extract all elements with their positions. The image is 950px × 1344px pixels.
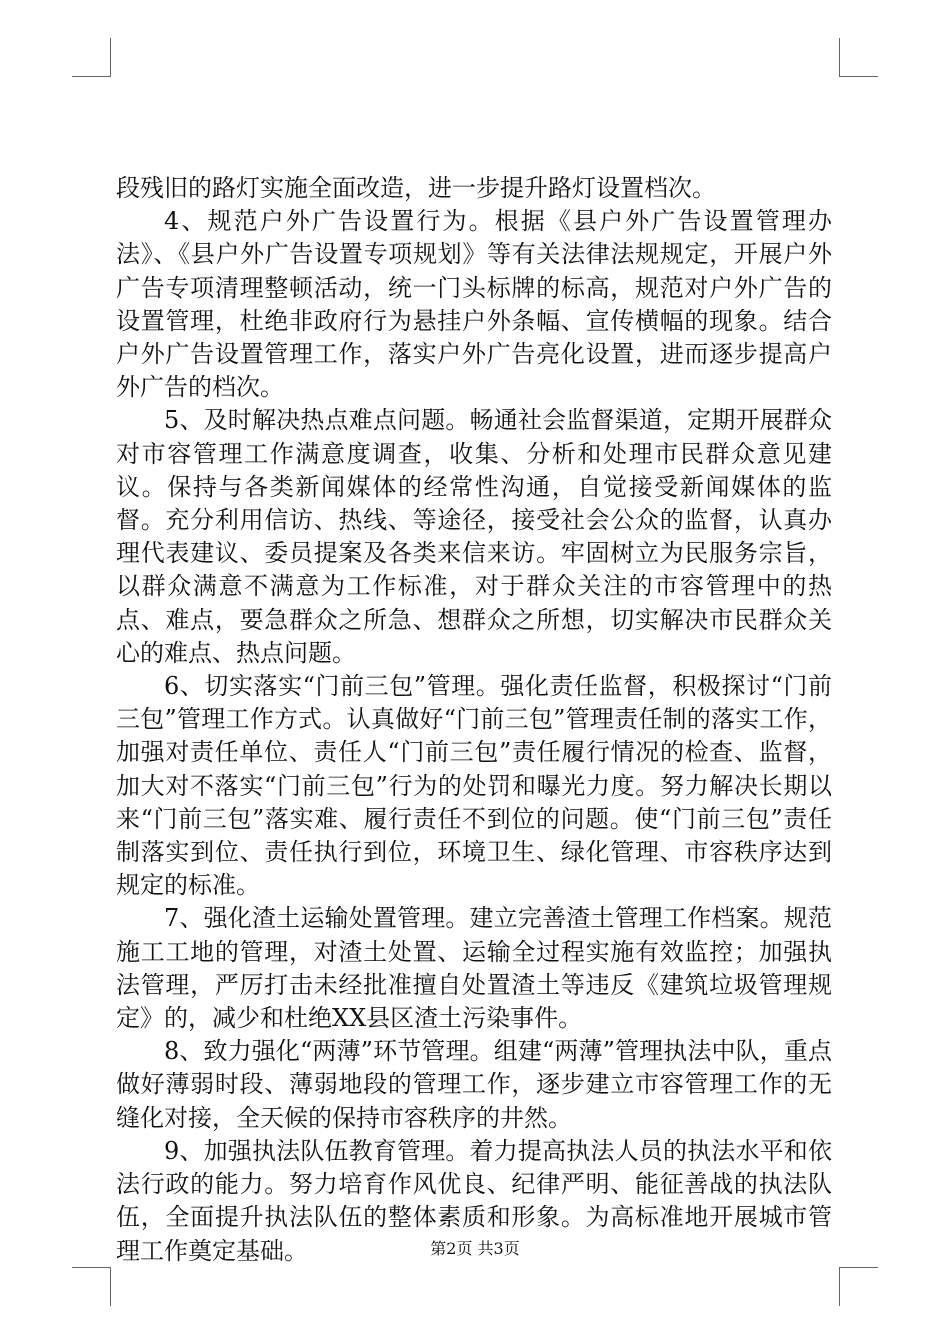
crop-mark-top-right xyxy=(839,38,878,77)
paragraph-item-4: 4、规范户外广告设置行为。根据《县户外广告设置管理办法》、《县户外广告设置专项规划》等有关法律法规规定，开展户外广告专项清理整顿活动，统一门头标牌的标高，规范对户外广告的设置管理，杜绝非政府行为悬挂户外条幅、宣传横幅的现象。结合户外广告设置管理工作，落实户外广告亮化设置，进而逐步提高户外广告的档次。 xyxy=(116,207,832,402)
paragraph-item-6: 6、切实落实“门前三包”管理。强化责任监督，积极探讨“门前三包”管理工作方式。认真做好“门前三包”管理责任制的落实工作，加强对责任单位、责任人“门前三包”责任履行情况的检查、监督，加大对不落实“门前三包”行为的处罚和曝光力度。努力解决长期以来“门前三包”落实难、履行责任不到位的问题。使“门前三包”责任制落实到位、责任执行到位，环境卫生、绿化管理、市容秩序达到规定的标准。 xyxy=(116,672,832,900)
paragraph-item-9: 9、加强执法队伍教育管理。着力提高执法人员的执法水平和依法行政的能力。努力培育作风优良、纪律严明、能征善战的执法队伍，全面提升执法队伍的整体素质和形象。为高标准地开展城市管理工作奠定基础。 xyxy=(116,1136,832,1265)
paragraph-item-5: 5、及时解决热点难点问题。畅通社会监督渠道，定期开展群众对市容管理工作满意度调查，收集、分析和处理市民群众意见建议。保持与各类新闻媒体的经常性沟通，自觉接受新闻媒体的监督。充分利用信访、热线、等途径，接受社会公众的监督，认真办理代表建议、委员提案及各类来信来访。牢固树立为民服务宗旨，以群众满意不满意为工作标准，对于群众关注的市容管理中的热点、难点，要急群众之所急、想群众之所想，切实解决市民群众关心的难点、热点问题。 xyxy=(116,406,832,667)
page-footer: 第2页 共3页 xyxy=(430,1239,520,1258)
paragraph-continuation: 段残旧的路灯实施全面改造，进一步提升路灯设置档次。 xyxy=(116,174,716,202)
paragraph-item-7: 7、强化渣土运输处置管理。建立完善渣土管理工作档案。规范施工工地的管理，对渣土处置、运输全过程实施有效监控；加强执法管理，严厉打击未经批准擅自处置渣土等违反《建筑垃圾管理规定》的，减少和杜绝XX县区渣土污染事件。 xyxy=(116,904,832,1033)
crop-mark-bottom-left xyxy=(72,1267,111,1306)
crop-mark-bottom-right xyxy=(839,1267,878,1306)
paragraph-item-8: 8、致力强化“两薄”环节管理。组建“两薄”管理执法中队，重点做好薄弱时段、薄弱地段的管理工作，逐步建立市容管理工作的无缝化对接，全天候的保持市容秩序的井然。 xyxy=(116,1037,832,1132)
crop-mark-top-left xyxy=(72,38,111,77)
document-body xyxy=(116,172,832,1268)
